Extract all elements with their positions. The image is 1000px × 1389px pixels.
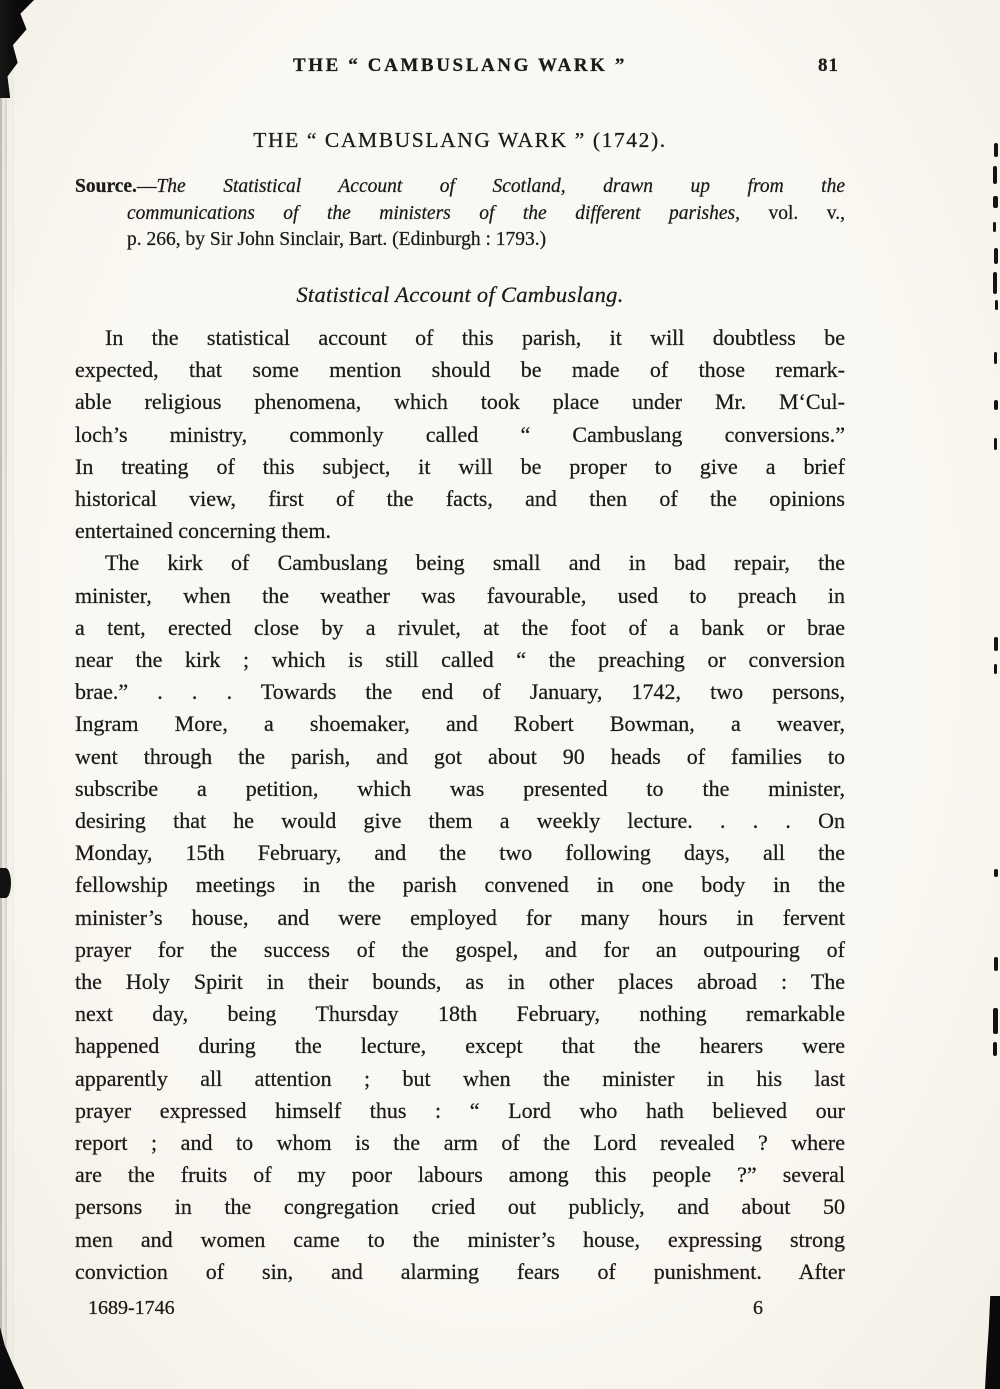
scan-speck (993, 272, 997, 294)
scan-speck (994, 352, 997, 364)
text-line: next day, being Thursday 18th February, nothing remarkable (75, 1001, 845, 1027)
scan-speck (993, 1042, 997, 1056)
scan-smudge-left (0, 868, 11, 898)
scan-speck (994, 248, 998, 264)
page-footer (75, 1297, 845, 1320)
scan-speck (993, 1008, 998, 1034)
text-line: conviction of sin, and alarming fears of punishment. After (75, 1258, 845, 1284)
running-header (75, 55, 845, 77)
source-line (75, 201, 845, 228)
scan-speck (994, 664, 997, 674)
text-line: the Holy Spirit in their bounds, as in other places abroad : The (75, 969, 845, 995)
scan-speck (995, 300, 998, 310)
page-title: THE “ CAMBUSLANG WARK ” (1742). (253, 128, 667, 152)
source-note (75, 174, 845, 254)
footer-date-range: 1689-1746 (88, 1297, 175, 1319)
source-label: Source. (75, 176, 137, 197)
text-line: Monday, 15th February, and the two following days, all the (75, 840, 845, 866)
text-line: expected, that some mention should be made of those remark- (75, 357, 845, 383)
text-line: apparently all attention ; but when the minister in his last (75, 1065, 845, 1091)
page-number: 81 (818, 55, 839, 76)
paragraph-2 (75, 547, 845, 1288)
scan-binding-mark-bottom-left (0, 1327, 24, 1389)
text-line: entertained concerning them. (75, 518, 331, 544)
scan-speck (994, 637, 998, 651)
text-line: minister’s house, and were employed for many hours in fervent (75, 904, 845, 930)
text-line: Ingram More, a shoemaker, and Robert Bowman, a weaver, (75, 711, 845, 737)
text-line: prayer for the success of the gospel, and for an outpouring of (75, 936, 845, 962)
scan-binding-mark-bottom-right (985, 1296, 1000, 1389)
text-line: persons in the congregation cried out publicly, and about 50 (75, 1194, 845, 1220)
text-line: In the statistical account of this parish, it will doubtless be (105, 325, 845, 350)
paragraph-1 (75, 322, 845, 547)
text-line: prayer expressed himself thus : “ Lord who hath believed our (75, 1097, 845, 1123)
text-line: minister, when the weather was favourable, used to preach in (75, 582, 845, 608)
text-line: subscribe a petition, which was presented to the minister, (75, 775, 845, 801)
text-line: men and women came to the minister’s house, expressing strong (75, 1226, 845, 1252)
text-line: In treating of this subject, it will be proper to give a brief (75, 453, 845, 479)
footer-signature-number: 6 (753, 1297, 763, 1319)
text-line: near the kirk ; which is still called “ the preaching or conversion (75, 647, 845, 673)
source-citation: p. 266, by Sir John Sinclair, Bart. (Edinburgh : 1793.) (127, 229, 547, 250)
source-work-title: The Statistical Account of Scotland, drawn up from the (156, 176, 845, 197)
scan-speck (994, 143, 998, 157)
scan-binding-mark-top-left (0, 0, 34, 98)
text-line: historical view, first of the facts, and then of the opinions (75, 486, 845, 512)
text-line: a tent, erected close by a rivulet, at the foot of a bank or brae (75, 614, 845, 640)
text-line: desiring that he would give them a weekly lecture. . . . On (75, 808, 845, 834)
scan-speck (994, 400, 998, 410)
scan-speck (994, 869, 998, 877)
scan-speck (993, 222, 996, 232)
running-header-title: THE “ CAMBUSLANG WARK ” (293, 55, 627, 76)
text-line: fellowship meetings in the parish convened in one body in the (75, 872, 845, 898)
text-line: brae.” . . . Towards the end of January, 1742, two persons, (75, 679, 845, 705)
source-work-title: communications of the ministers of the different parishes, (127, 202, 740, 224)
text-line: able religious phenomena, which took place under Mr. M‘Cul- (75, 389, 845, 415)
text-line: report ; and to whom is the arm of the Lord revealed ? where (75, 1130, 845, 1156)
text-line: happened during the lecture, except that the hearers were (75, 1033, 845, 1059)
text-line: The kirk of Cambuslang being small and in bad repair, the (105, 550, 845, 576)
scan-speck (994, 438, 997, 450)
scan-speck (993, 166, 997, 184)
source-citation: vol. v., (740, 202, 845, 224)
body-text (75, 322, 845, 1288)
section-heading: Statistical Account of Cambuslang. (296, 282, 624, 307)
text-line: are the fruits of my poor labours among this people ?” several (75, 1162, 845, 1188)
text-line: went through the parish, and got about 90 heads of families to (75, 743, 845, 769)
scan-speck (994, 957, 998, 971)
source-line (75, 227, 845, 254)
source-line (75, 174, 845, 201)
scan-speck (993, 196, 998, 208)
source-dash: — (136, 176, 157, 197)
scan-edge-streak-left (0, 0, 17, 1389)
text-line: loch’s ministry, commonly called “ Cambuslang conversions.” (75, 421, 845, 447)
